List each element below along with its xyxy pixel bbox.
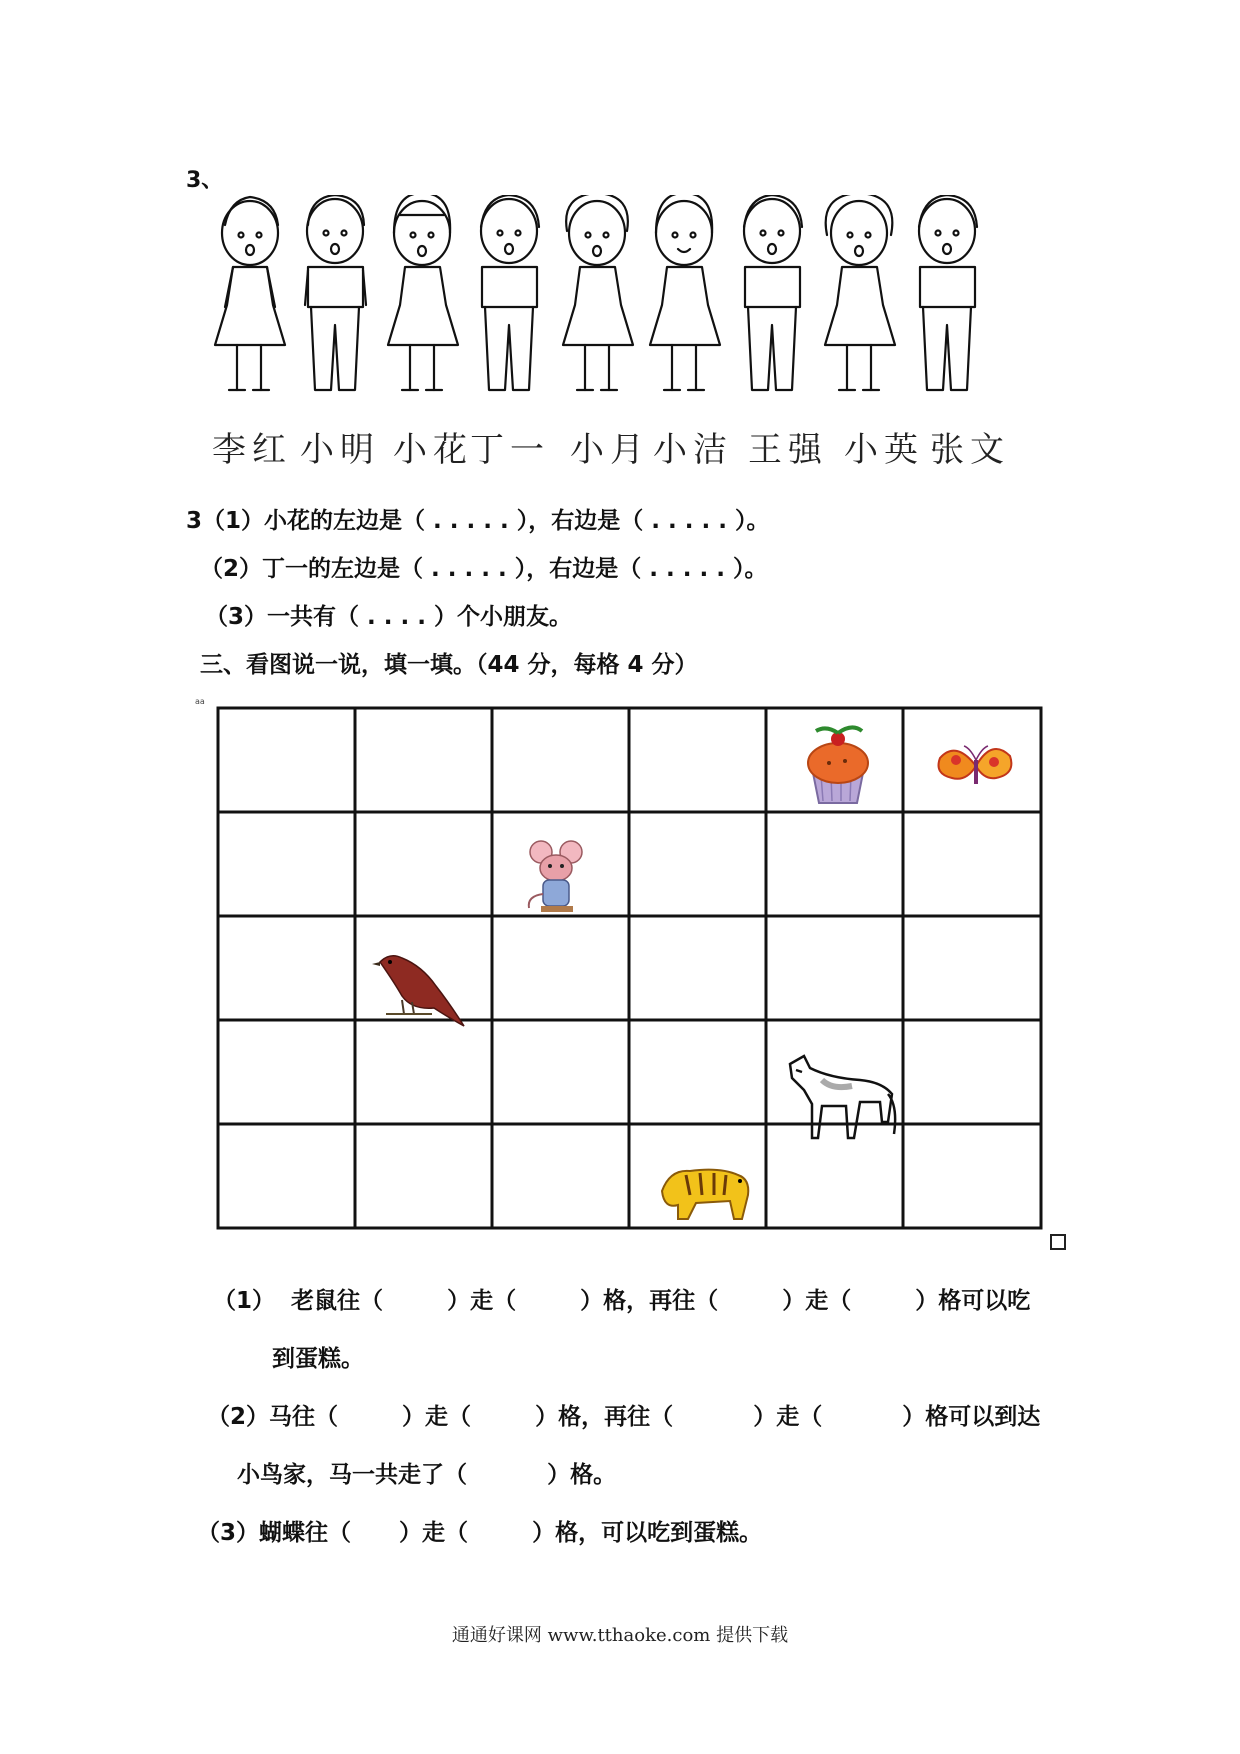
- child-name: 李红: [212, 430, 292, 470]
- position-grid: [196, 698, 1046, 1238]
- child-name: 张文: [930, 430, 1010, 470]
- child-name: 丁一: [470, 430, 550, 470]
- question-p2-line1: （2）马往（ ）走（ ）格，再往（ ）走（ ）格可以到达: [207, 1404, 1041, 1430]
- question-p3-line1: （3）蝴蝶往（ ）走（ ）格，可以吃到蛋糕。: [197, 1520, 763, 1546]
- child-name: 小洁: [653, 430, 733, 470]
- child-name: 小明: [300, 430, 380, 470]
- question-p1-line2: 到蛋糕。: [272, 1346, 364, 1372]
- children-names: [208, 422, 1028, 472]
- question-3-2: （2）丁一的左边是（ . . . . . ），右边是（ . . . . . ）。: [200, 556, 768, 582]
- children-illustration: [205, 195, 1025, 410]
- cake-icon: [803, 723, 873, 805]
- tiger-icon: [656, 1161, 752, 1223]
- question-3-1: 3（1）小花的左边是（ . . . . . ），右边是（ . . . . . ）。: [186, 508, 770, 534]
- child-name: 小花: [393, 430, 473, 470]
- child-name: 小英: [844, 430, 924, 470]
- horse-icon: [782, 1050, 902, 1142]
- grid-corner-mark: aa: [195, 697, 205, 706]
- grid-corner-box: [1050, 1234, 1066, 1250]
- child-name: 小月: [570, 430, 650, 470]
- mouse-icon: [523, 838, 591, 918]
- section-title: 三、看图说一说，填一填。（44 分，每格 4 分）: [200, 652, 698, 678]
- child-name: 王强: [748, 430, 828, 470]
- question-number: 3、: [186, 168, 224, 193]
- question-p2-line2: 小鸟家，马一共走了（ ）格。: [237, 1462, 617, 1488]
- footer-text: 通通好课网 www.tthaoke.com 提供下载: [451, 1625, 789, 1646]
- butterfly-icon: [936, 740, 1018, 792]
- bird-icon: [372, 950, 472, 1032]
- question-3-3: （3）一共有（ . . . . ）个小朋友。: [205, 604, 572, 630]
- question-p1-line1: （1） 老鼠往（ ）走（ ）格，再往（ ）走（ ）格可以吃: [213, 1288, 1031, 1314]
